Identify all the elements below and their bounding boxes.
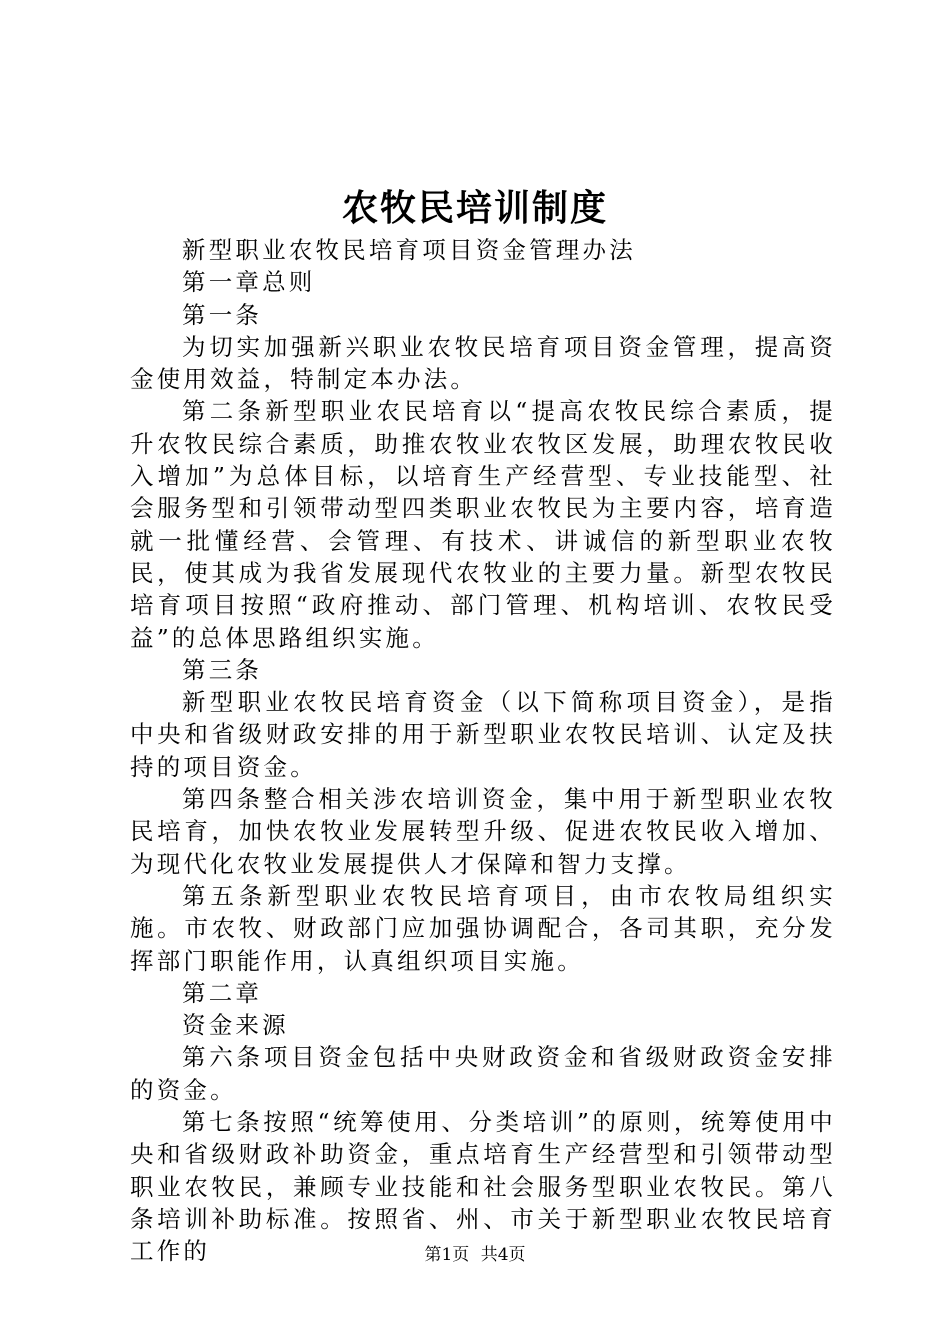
page-number: 第1页	[424, 1245, 470, 1265]
paragraph-chapter-2: 第二章	[182, 978, 263, 1007]
paragraph-chapter-1: 第一章总则	[182, 268, 316, 297]
document-body	[130, 234, 836, 1268]
paragraph-article-6: 第六条项目资金包括中央财政资金和省级财政资金安排的资金。	[130, 1043, 836, 1104]
paragraph-article-4: 第四条整合相关涉农培训资金，集中用于新型职业农牧民培育，加快农牧业发展转型升级、促进农牧民收入增加、为现代化农牧业发展提供人才保障和智力支撑。	[130, 785, 836, 878]
paragraph-article-3-text: 新型职业农牧民培育资金（以下简称项目资金），是指中央和省级财政安排的用于新型职业农牧民培训、认定及扶持的项目资金。	[130, 688, 836, 781]
page-footer	[0, 1243, 950, 1267]
paragraph-article-1-heading: 第一条	[182, 300, 263, 329]
paragraph-article-5: 第五条新型职业农牧民培育项目，由市农牧局组织实施。市农牧、财政部门应加强协调配合，各司其职，充分发挥部门职能作用，认真组织项目实施。	[130, 881, 836, 975]
page-total: 共4页	[480, 1245, 526, 1265]
document-title: 农牧民培训制度	[341, 187, 608, 229]
paragraph-subtitle: 新型职业农牧民培育项目资金管理办法	[182, 236, 636, 264]
paragraph-article-7: 第七条按照“统筹使用、分类培训”的原则，统筹使用中央和省级财政补助资金，重点培育生产经营型和引领带动型职业农牧民，兼顾专业技能和社会服务型职业农牧民。第八条培训补助标准。按照省、州、市关于新型职业农牧民培育工作的	[130, 1108, 836, 1266]
paragraph-article-3-heading: 第三条	[182, 655, 263, 684]
paragraph-article-1-text: 为切实加强新兴职业农牧民培育项目资金管理，提高资金使用效益，特制定本办法。	[130, 332, 836, 394]
paragraph-chapter-2-title: 资金来源	[182, 1011, 289, 1040]
paragraph-article-2: 第二条新型职业农民培育以“提高农牧民综合素质，提升农牧民综合素质，助推农牧业农牧区发展，助理农牧民收入增加”为总体目标，以培育生产经营型、专业技能型、社会服务型和引领带动型四类职业农牧民为主要内容，培育造就一批懂经营、会管理、有技术、讲诚信的新型职业农牧民，使其成为我省发展现代农牧业的主要力量。新型农牧民培育项目按照“政府推动、部门管理、机构培训、农牧民受益”的总体思路组织实施。	[130, 397, 836, 652]
